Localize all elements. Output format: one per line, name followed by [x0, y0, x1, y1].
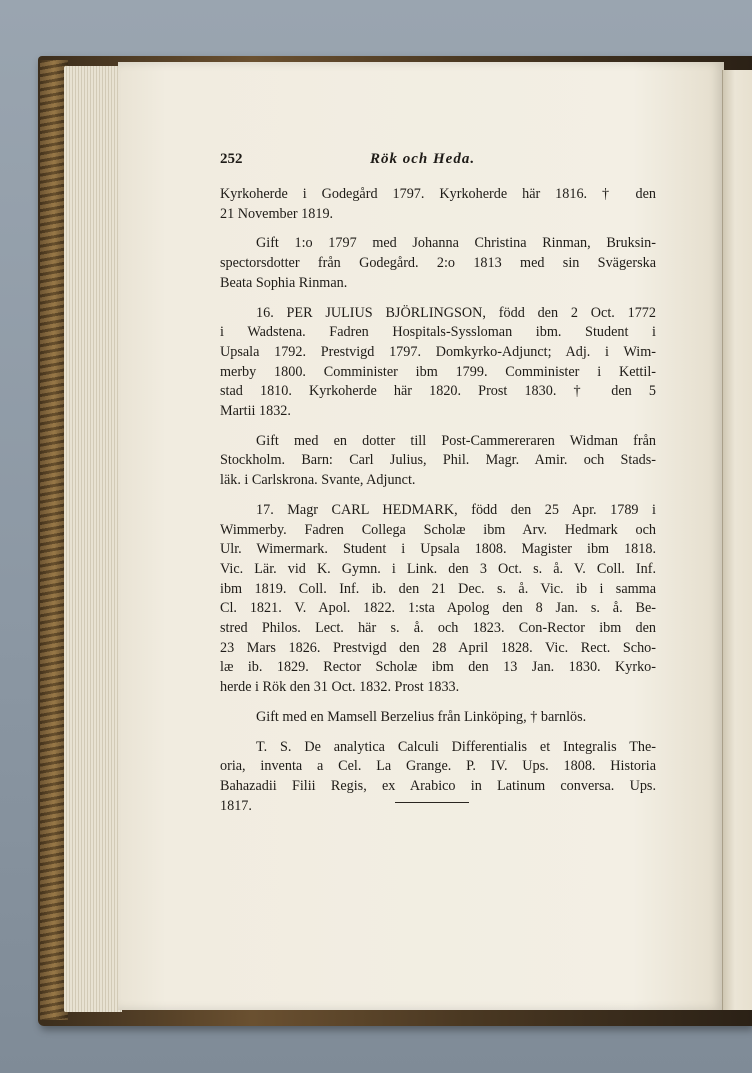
- paragraph: [220, 708, 656, 728]
- text-line: Kyrkoherde i Godegård 1797. Kyrkoherde här 1816. † den: [220, 186, 656, 202]
- page-stack: [64, 66, 122, 1012]
- paragraph-list: [220, 185, 656, 816]
- paragraph: [220, 501, 656, 698]
- text-line: T. S. De analytica Calculi Differentialis et Integralis The-: [256, 738, 656, 755]
- text-line: läk. i Carlskrona. Svante, Adjunct.: [220, 472, 416, 489]
- page-text: [220, 150, 656, 826]
- text-line: merby 1800. Comminister ibm 1799. Comminister i Kettil-: [220, 363, 656, 380]
- text-line: i Wadstena. Fadren Hospitals-Syssloman ibm. Student i: [220, 324, 656, 341]
- text-line: Vic. Lär. vid K. Gymn. i Link. den 3 Oct. s. å. V. Coll. Inf.: [220, 560, 656, 577]
- text-line: Ulr. Wimermark. Student i Upsala 1808. Magister ibm 1818.: [220, 541, 656, 558]
- page-number: 252: [220, 151, 243, 167]
- text-line: 23 Mars 1826. Prestvigd den 28 April 1828. Vic. Rect. Scho-: [220, 639, 656, 656]
- text-line: Martii 1832.: [220, 403, 291, 420]
- paragraph: [220, 304, 656, 422]
- paragraph: [220, 738, 656, 817]
- text-line: Cl. 1821. V. Apol. 1822. 1:sta Apolog den 8 Jan. s. å. Be-: [220, 600, 656, 617]
- text-line: herde i Rök den 31 Oct. 1832. Prost 1833.: [220, 679, 460, 696]
- text-line: Bahazadii Filii Regis, ex Arabico in Latinum conversa. Ups.: [220, 777, 656, 794]
- text-line: 16. PER JULIUS BJÖRLINGSON, född den 2 Oct. 1772: [256, 304, 656, 321]
- text-line: Stockholm. Barn: Carl Julius, Phil. Magr. Amir. och Stads-: [220, 452, 656, 469]
- text-line: Upsala 1792. Prestvigd 1797. Domkyrko-Adjunct; Adj. i Wim-: [220, 343, 656, 360]
- paragraph: [220, 432, 656, 491]
- running-title: Rök och Heda.: [370, 151, 476, 167]
- text-line: 21 November 1819.: [220, 205, 334, 222]
- text-line: Gift med en dotter till Post-Cammereraren Widman från: [256, 432, 656, 449]
- text-line: stad 1810. Kyrkoherde här 1820. Prost 1830. † den 5: [220, 383, 656, 400]
- text-line: ibm 1819. Coll. Inf. ib. den 21 Dec. s. å. Vic. ib i samma: [220, 580, 656, 597]
- text-line: læ ib. 1829. Rector Scholæ ibm den 13 Jan. 1830. Kyrko-: [220, 659, 656, 676]
- page-header: [220, 150, 656, 176]
- text-line: 1817.: [220, 797, 252, 814]
- facing-page-edge: [722, 70, 752, 1010]
- text-line: Gift 1:o 1797 med Johanna Christina Rinman, Bruksin-: [256, 235, 656, 252]
- text-line: 17. Magr CARL HEDMARK, född den 25 Apr. 1789 i: [256, 501, 656, 518]
- text-line: oria, inventa a Cel. La Grange. P. IV. Ups. 1808. Historia: [220, 758, 656, 775]
- text-line: stred Philos. Lect. här s. å. och 1823. Con-Rector ibm den: [220, 620, 656, 637]
- paragraph: [220, 185, 656, 224]
- text-line: Beata Sophia Rinman.: [220, 274, 348, 291]
- text-line: Gift med en Mamsell Berzelius från Linköping, † barnlös.: [256, 708, 587, 725]
- text-line: spectorsdotter från Godegård. 2:o 1813 med sin Svägerska: [220, 255, 656, 272]
- section-rule: [395, 802, 469, 803]
- paragraph: [220, 234, 656, 293]
- text-line: Wimmerby. Fadren Collega Scholæ ibm Arv. Hedmark och: [220, 521, 656, 538]
